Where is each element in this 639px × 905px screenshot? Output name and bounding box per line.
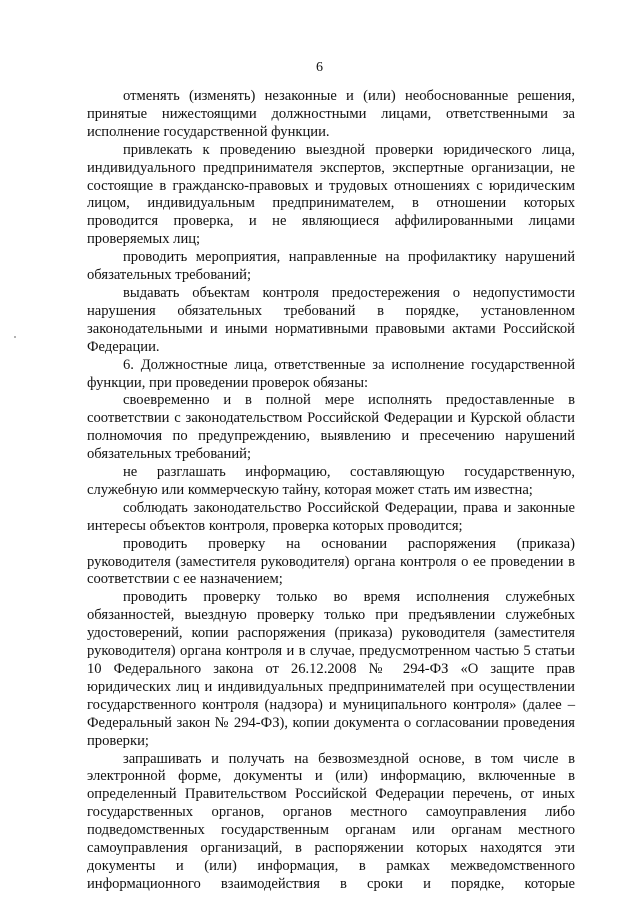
paragraph-observe-law: соблюдать законодательство Российской Федерации, права и законные интересы объектов контроля, проверка которых проводится; bbox=[87, 499, 575, 534]
page-number: 6 bbox=[316, 60, 323, 75]
paragraph-engage-experts: привлекать к проведению выездной проверки юридического лица, индивидуального предпринимателя экспертов, экспертные организации, не состоящие в гражданско-правовых и трудовых отношениях с юридическим лицом, индивидуальным предпринимателем, в отношении которых проводится проверка, и не являющиеся аффилированными лицами проверяемых лиц; bbox=[87, 141, 575, 248]
margin-speck bbox=[14, 336, 16, 338]
paragraph-prevention-measures: проводить мероприятия, направленные на профилактику нарушений обязательных требований; bbox=[87, 249, 575, 284]
paragraph-inspection-conditions: проводить проверку только во время исполнения служебных обязанностей, выездную проверку только при предъявлении служебных удостоверений, копии распоряжения (приказа) руководителя (заместителя руководителя) органа контроля и в случае, предусмотренном частью 5 статьи 10 Федерального закона от 26.12.2008 № 294-ФЗ «О защите прав юридических лиц и индивидуальных предпринимателей при осуществлении государственного контроля (надзора) и муниципального контроля» (далее – Федеральный закон № 294-ФЗ), копии документа о согласовании проведения проверки; bbox=[87, 589, 575, 749]
paragraph-cancel-decisions: отменять (изменять) незаконные и (или) необоснованные решения, принятые нижестоящими должностными лицами, ответственными за исполнение государственной функции. bbox=[87, 88, 575, 140]
paragraph-confidentiality: не разглашать информацию, составляющую государственную, служебную или коммерческую тайну, которая может стать им известна; bbox=[87, 464, 575, 498]
document-body bbox=[87, 88, 575, 894]
paragraph-order-basis: проводить проверку на основании распоряжения (приказа) руководителя (заместителя руководителя) органа контроля о ее проведении в соответствии с ее назначением; bbox=[87, 535, 575, 588]
paragraph-section-6-heading: 6. Должностные лица, ответственные за исполнение государственной функции, при проведении проверок обязаны: bbox=[87, 356, 575, 391]
paragraph-request-information: запрашивать и получать на безвозмездной основе, в том числе в электронной форме, документы и (или) информацию, включенные в определенный Правительством Российской Федерации перечень, от иных государственных органов, органов местного самоуправления либо подведомственных государственным органам или органам местного самоуправления организаций, в распоряжении которых находятся эти документы и (или) информация, в рамках межведомственного информационного взаимодействия в сроки и порядке, которые bbox=[87, 750, 575, 892]
paragraph-issue-warnings: выдавать объектам контроля предостережения о недопустимости нарушения обязательных требований в порядке, установленном законодательными и иными нормативными правовыми актами Российской Федерации. bbox=[87, 284, 575, 355]
paragraph-exercise-powers: своевременно и в полной мере исполнять предоставленные в соответствии с законодательством Российской Федерации и Курской области полномочия по предупреждению, выявлению и пресечению нарушений обязательных требований; bbox=[87, 392, 575, 463]
